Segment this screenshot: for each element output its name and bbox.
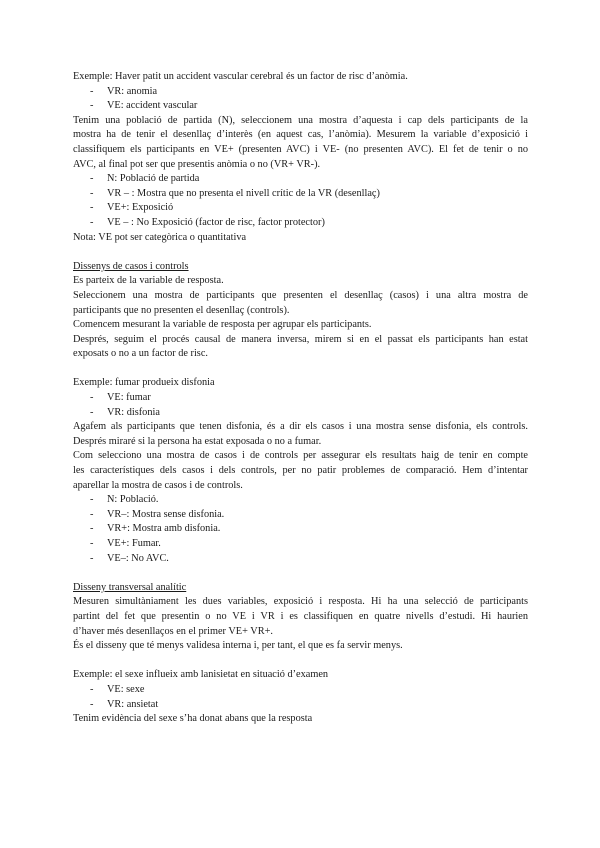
bullet-item: - VR – : Mostra que no presenta el nivell crític de la VR (desenllaç) — [73, 187, 528, 202]
section-exemple-disfonia — [73, 376, 528, 566]
paragraph-line: Com selecciono una mostra de casos i de controls per assegurar els resultats haig de tenir en compte — [73, 450, 528, 462]
paragraph-line: Es parteix de la variable de resposta. — [73, 275, 224, 287]
paragraph-line: Agafem als participants que tenen disfonia, és a dir els casos i una mostra sense disfonia, els controls. — [73, 421, 528, 433]
bullet-item: - VE+: Fumar. — [73, 537, 528, 552]
bullet-item: - VE: accident vascular — [73, 99, 528, 114]
paragraph-line: Tenim evidència del sexe s’ha donat abans que la resposta — [73, 713, 313, 725]
section-exemple-avc — [73, 70, 528, 245]
bullet-item: - VR: disfonia — [73, 406, 528, 421]
note-line: Nota: VE pot ser categòrica o quantitativa — [73, 231, 247, 243]
paragraph-line: Exemple: fumar produeix disfonia — [73, 377, 215, 389]
paragraph-line: mostra ha de tenir el desenllaç d’interès (en aquest cas, l’anòmia). Mesurem la variable d’exposició i — [73, 129, 528, 141]
bullet-item: - VE–: No AVC. — [73, 552, 528, 567]
spacer — [73, 654, 528, 669]
spacer — [73, 245, 528, 260]
paragraph-line: AVC, al final pot ser que presentis anòmia o no (VR+ VR-). — [73, 158, 321, 170]
paragraph-line: Mesuren simultàniament les dues variables, exposició i resposta. Hi ha una selecció de participants — [73, 596, 528, 608]
paragraph-line: Seleccionem una mostra de participants que presenten el desenllaç (casos) i una altra mostra de — [73, 289, 528, 301]
bullet-item: - N: Població. — [73, 493, 528, 508]
section-heading: Disseny transversal analític — [73, 581, 187, 593]
document-page — [73, 70, 528, 727]
paragraph-line: les característiques dels casos i dels controls, per no patir problemes de comparació. Hem d’intentar — [73, 465, 528, 477]
bullet-item: - VR: ansietat — [73, 698, 528, 713]
paragraph-line: d’haver més desenllaços en el primer VE+ VR+. — [73, 625, 273, 637]
bullet-item: - VR+: Mostra amb disfonia. — [73, 522, 528, 537]
bullet-item: - VE+: Exposició — [73, 201, 528, 216]
paragraph-line: exposats o no a un factor de risc. — [73, 348, 208, 360]
spacer — [73, 566, 528, 581]
paragraph-line: classifiquem els participants en VE+ (presenten AVC) i VE- (no presenten AVC). El fet de tenir o no — [73, 143, 528, 155]
paragraph-line: Després miraré si la persona ha estat exposada o no a fumar. — [73, 435, 322, 447]
paragraph-line: partint del fet que presentin o no VE i VR i es classifiquen en quatre nivells d’estudi. Hi haurien — [73, 610, 528, 622]
paragraph-line: Exemple: Haver patit un accident vascular cerebral és un factor de risc d’anòmia. — [73, 71, 408, 82]
section-heading: Dissenys de casos i controls — [73, 260, 189, 272]
spacer — [73, 362, 528, 377]
paragraph-line: Tenim una població de partida (N), seleccionem una mostra d’aquesta i cap dels participants de la — [73, 114, 528, 126]
bullet-item: - N: Població de partida — [73, 172, 528, 187]
paragraph-line: aparellar la mostra de casos i de controls. — [73, 479, 243, 491]
paragraph-line: Després, seguim el procés causal de manera inversa, mirem si en el passat els participants han estat — [73, 333, 528, 345]
bullet-item: - VR–: Mostra sense disfonia. — [73, 508, 528, 523]
bullet-item: - VR: anomia — [73, 85, 528, 100]
section-casos-controls — [73, 260, 528, 362]
section-transversal — [73, 581, 528, 654]
paragraph-line: És el disseny que té menys validesa interna i, per tant, el que es fa servir menys. — [73, 640, 403, 652]
paragraph-line: Exemple: el sexe influeix amb lanisietat en situació d’examen — [73, 669, 329, 681]
bullet-item: - VE: sexe — [73, 683, 528, 698]
bullet-item: - VE – : No Exposició (factor de risc, factor protector) — [73, 216, 528, 231]
paragraph-line: participants que no presenten el desenllaç (controls). — [73, 304, 290, 316]
paragraph-line: Comencem mesurant la variable de resposta per agrupar els participants. — [73, 319, 372, 331]
bullet-item: - VE: fumar — [73, 391, 528, 406]
section-exemple-ansietat — [73, 668, 528, 726]
